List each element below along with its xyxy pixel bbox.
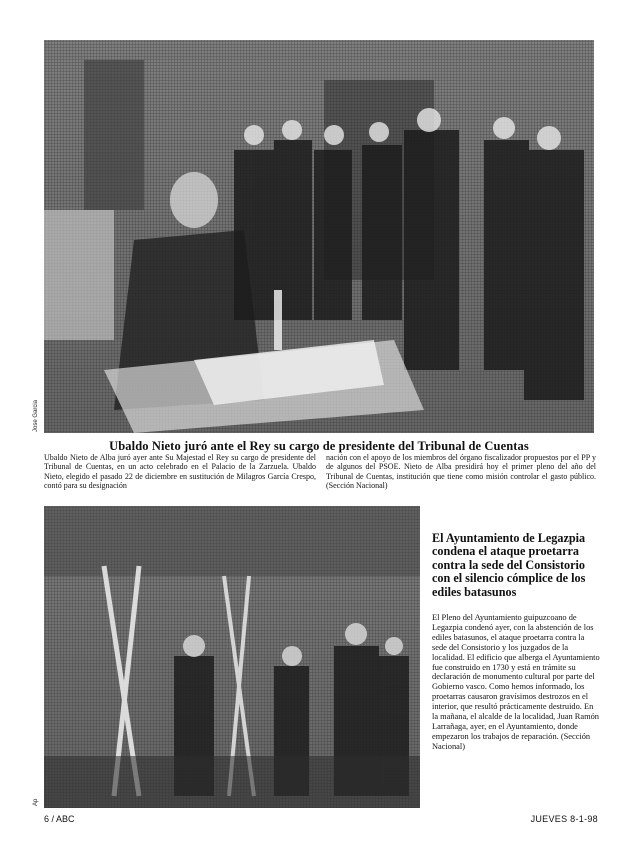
page-number: 6 / ABC	[44, 814, 75, 824]
bottom-photo-scene	[44, 506, 420, 808]
side-story-body: El Pleno del Ayuntamiento guipuzcoano de Legazpia condenó ayer, con la abstención de los ediles batasunos, el ataque proetarra contra la sede del Consistorio y los juzgados de la localidad. El edificio que alberga el Ayuntamiento fue construido en 1730 y está en trámite su declaración de monumento cultural por parte del Gobierno vasco. Como hemos informado, los proetarras causaron gravísimos destrozos en el interior, que resultó prácticamente destruido. En la mañana, el alcalde de la localidad, Juan Ramón Larrañaga, ayer, en el Ayuntamiento, donde empezaron los trabajos de reparación. (Sección Nacional)	[432, 613, 600, 751]
caption-column-1: Ubaldo Nieto de Alba juró ayer ante Su Majestad el Rey su cargo de presidente del Tribunal de Cuentas, en un acto celebrado en el Palacio de la Zarzuela. Ubaldo Nieto, elegido el pasado 22 de diciembre en sustitución de Milagros García Crespo, contó para su designación	[44, 453, 316, 491]
caption-column-2: nación con el apoyo de los miembros del órgano fiscalizador propuestos por el PP y de algunos del PSOE. Nieto de Alba presidirá hoy el primer pleno del año del Tribunal de Cuentas, institución que tiene como misión controlar el gasto público. (Sección Nacional)	[326, 453, 596, 491]
bottom-photo-credit: Ap	[33, 798, 39, 806]
side-story-title: El Ayuntamiento de Legazpia condena el ataque proetarra contra la sede del Consistorio con el silencio cómplice de los ediles batasunos	[432, 531, 586, 599]
headline: Ubaldo Nieto juró ante el Rey su cargo de presidente del Tribunal de Cuentas	[109, 439, 529, 453]
bottom-photo	[44, 506, 420, 808]
top-photo-credit: Jose Garcia	[33, 399, 39, 432]
top-photo-scene	[44, 40, 594, 433]
top-photo	[44, 40, 594, 433]
issue-date: JUEVES 8-1-98	[530, 814, 598, 824]
